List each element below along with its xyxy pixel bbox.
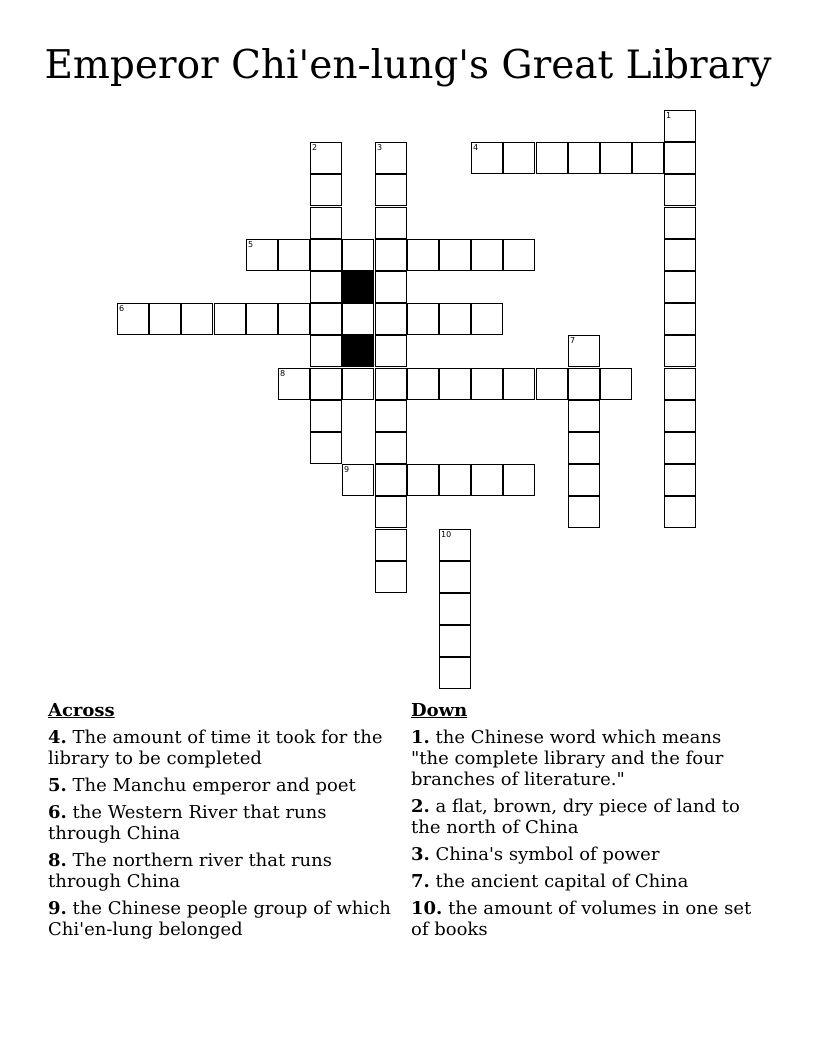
down-heading: Down <box>411 700 468 721</box>
clue-number: 9. <box>48 898 67 919</box>
clue-text: the Chinese word which means "the complete library and the four branches of literature." <box>411 727 724 790</box>
grid-cell[interactable] <box>375 335 407 367</box>
grid-cell[interactable] <box>375 271 407 303</box>
grid-cell[interactable] <box>375 368 407 400</box>
clue-text: the Chinese people group of which Chi'en-lung belonged <box>48 898 391 940</box>
grid-cell[interactable] <box>664 335 696 367</box>
clue-text: the Western River that runs through China <box>48 802 327 844</box>
grid-cell[interactable] <box>375 239 407 271</box>
cell-number: 5 <box>248 240 254 249</box>
grid-cell[interactable] <box>568 496 600 528</box>
grid-cell[interactable] <box>439 657 471 689</box>
down-clue-1 <box>411 727 761 790</box>
grid-cell[interactable] <box>310 303 342 335</box>
grid-cell[interactable] <box>503 368 535 400</box>
grid-cell[interactable] <box>310 239 342 271</box>
across-clue-4 <box>48 727 393 769</box>
grid-cell[interactable] <box>439 561 471 593</box>
grid-cell[interactable] <box>568 400 600 432</box>
grid-cell[interactable] <box>664 207 696 239</box>
cell-number: 1 <box>666 111 672 120</box>
down-clue-7 <box>411 871 761 892</box>
grid-cell[interactable] <box>439 239 471 271</box>
clue-number: 5. <box>48 775 67 796</box>
grid-cell[interactable] <box>375 464 407 496</box>
clue-number: 2. <box>411 796 430 817</box>
grid-cell[interactable] <box>310 432 342 464</box>
grid-cell[interactable] <box>568 368 600 400</box>
grid-cell[interactable] <box>375 561 407 593</box>
cell-number: 6 <box>119 304 125 313</box>
clue-number: 6. <box>48 802 67 823</box>
grid-cell[interactable] <box>568 464 600 496</box>
grid-cell[interactable] <box>310 207 342 239</box>
clue-number: 8. <box>48 850 67 871</box>
grid-cell[interactable] <box>375 496 407 528</box>
across-clue-9 <box>48 898 393 940</box>
black-square <box>342 335 374 367</box>
grid-cell[interactable] <box>568 335 600 367</box>
clue-text: the ancient capital of China <box>435 871 689 892</box>
across-clue-8 <box>48 850 393 892</box>
grid-cell[interactable] <box>439 303 471 335</box>
cell-number: 8 <box>280 369 286 378</box>
clue-number: 10. <box>411 898 443 919</box>
grid-cell[interactable] <box>278 368 310 400</box>
grid-cell[interactable] <box>664 496 696 528</box>
grid-cell[interactable] <box>439 625 471 657</box>
grid-cell[interactable] <box>471 142 503 174</box>
cell-number: 10 <box>441 530 452 539</box>
clue-text: the amount of volumes in one set of books <box>411 898 752 940</box>
grid-cell[interactable] <box>503 464 535 496</box>
grid-cell[interactable] <box>439 368 471 400</box>
grid-cell[interactable] <box>664 271 696 303</box>
grid-cell[interactable] <box>375 303 407 335</box>
grid-cell[interactable] <box>278 303 310 335</box>
grid-cell[interactable] <box>664 110 696 142</box>
grid-cell[interactable] <box>310 368 342 400</box>
down-clue-2 <box>411 796 761 838</box>
grid-cell[interactable] <box>471 303 503 335</box>
grid-cell[interactable] <box>664 432 696 464</box>
grid-cell[interactable] <box>310 400 342 432</box>
grid-cell[interactable] <box>536 368 568 400</box>
clue-text: The amount of time it took for the library to be completed <box>48 727 383 769</box>
grid-cell[interactable] <box>310 142 342 174</box>
grid-cell[interactable] <box>503 239 535 271</box>
grid-cell[interactable] <box>375 400 407 432</box>
cell-number: 2 <box>312 143 318 152</box>
clue-number: 4. <box>48 727 67 748</box>
grid-cell[interactable] <box>278 239 310 271</box>
grid-cell[interactable] <box>375 432 407 464</box>
grid-cell[interactable] <box>568 432 600 464</box>
grid-cell[interactable] <box>310 335 342 367</box>
grid-cell[interactable] <box>149 303 181 335</box>
grid-cell[interactable] <box>342 464 374 496</box>
grid-cell[interactable] <box>664 368 696 400</box>
grid-cell[interactable] <box>310 271 342 303</box>
grid-cell[interactable] <box>375 142 407 174</box>
grid-cell[interactable] <box>407 303 439 335</box>
grid-cell[interactable] <box>471 239 503 271</box>
grid-cell[interactable] <box>664 303 696 335</box>
grid-cell[interactable] <box>117 303 149 335</box>
black-square <box>342 271 374 303</box>
grid-cell[interactable] <box>407 368 439 400</box>
grid-cell[interactable] <box>246 239 278 271</box>
grid-cell[interactable] <box>600 368 632 400</box>
clue-text: The Manchu emperor and poet <box>72 775 356 796</box>
grid-cell[interactable] <box>342 239 374 271</box>
grid-cell[interactable] <box>632 142 664 174</box>
grid-cell[interactable] <box>664 174 696 206</box>
cell-number: 9 <box>344 465 350 474</box>
puzzle-title: Emperor Chi'en-lung's Great Library <box>44 43 772 88</box>
grid-cell[interactable] <box>536 142 568 174</box>
grid-cell[interactable] <box>439 593 471 625</box>
grid-cell[interactable] <box>246 303 278 335</box>
grid-cell[interactable] <box>181 303 213 335</box>
grid-cell[interactable] <box>471 464 503 496</box>
clue-number: 1. <box>411 727 430 748</box>
grid-cell[interactable] <box>664 464 696 496</box>
cell-number: 4 <box>473 143 479 152</box>
grid-cell[interactable] <box>342 368 374 400</box>
grid-cell[interactable] <box>375 207 407 239</box>
grid-cell[interactable] <box>342 303 374 335</box>
grid-cell[interactable] <box>600 142 632 174</box>
down-clues <box>411 700 761 946</box>
grid-cell[interactable] <box>407 239 439 271</box>
down-clue-3 <box>411 844 761 865</box>
grid-cell[interactable] <box>310 174 342 206</box>
grid-cell[interactable] <box>568 142 600 174</box>
down-clue-10 <box>411 898 761 940</box>
grid-cell[interactable] <box>439 464 471 496</box>
across-clue-5 <box>48 775 393 796</box>
grid-cell[interactable] <box>439 529 471 561</box>
clue-text: The northern river that runs through China <box>48 850 332 892</box>
clue-text: China's symbol of power <box>435 844 660 865</box>
grid-cell[interactable] <box>407 464 439 496</box>
grid-cell[interactable] <box>471 368 503 400</box>
cell-number: 3 <box>377 143 383 152</box>
grid-cell[interactable] <box>664 239 696 271</box>
grid-cell[interactable] <box>664 142 696 174</box>
grid-cell[interactable] <box>214 303 246 335</box>
grid-cell[interactable] <box>375 174 407 206</box>
grid-cell[interactable] <box>664 400 696 432</box>
cell-number: 7 <box>570 336 576 345</box>
clue-number: 7. <box>411 871 430 892</box>
across-clue-6 <box>48 802 393 844</box>
grid-cell[interactable] <box>375 529 407 561</box>
clue-text: a flat, brown, dry piece of land to the north of China <box>411 796 740 838</box>
across-clues <box>48 700 393 946</box>
across-heading: Across <box>48 700 115 721</box>
clue-number: 3. <box>411 844 430 865</box>
grid-cell[interactable] <box>503 142 535 174</box>
